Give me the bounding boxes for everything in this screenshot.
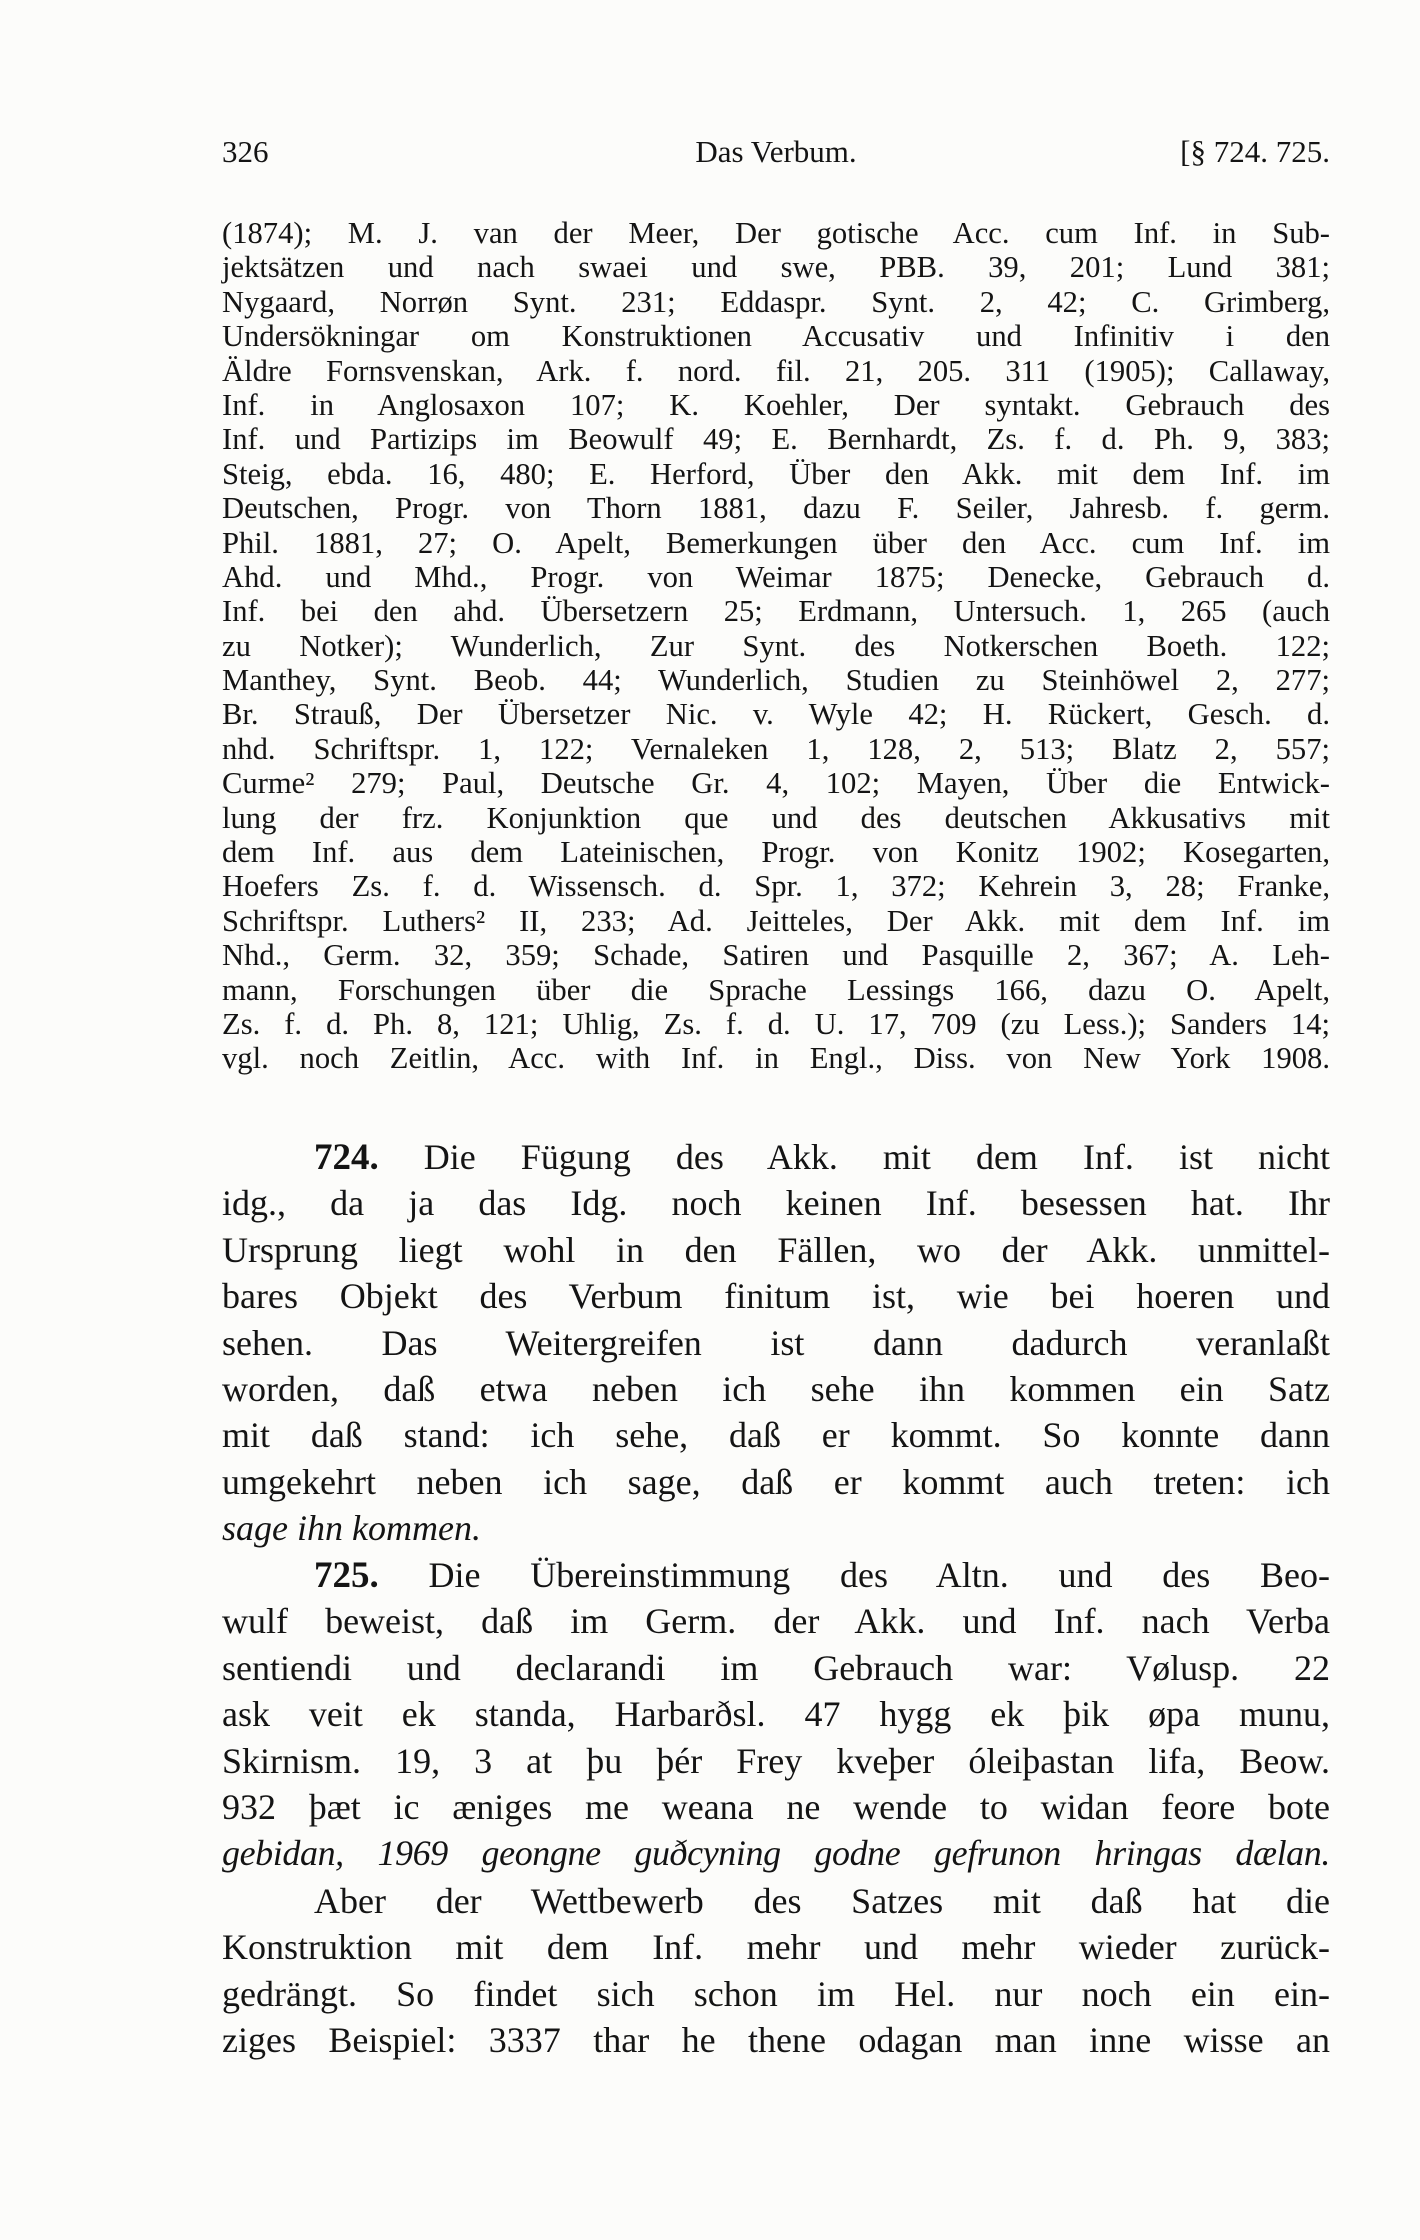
section-724-line: mit daß stand: ich sehe, daß er kommt. So konnte dann: [222, 1415, 1330, 1456]
bibliography-line: nhd. Schriftspr. 1, 122; Vernaleken 1, 128, 2, 513; Blatz 2, 557;: [222, 731, 1330, 766]
paragraph-after-725: [222, 1878, 1330, 2064]
bibliography-line: Curme² 279; Paul, Deutsche Gr. 4, 102; Mayen, Über die Entwick-: [222, 766, 1330, 801]
bibliography-line: vgl. noch Zeitlin, Acc. with Inf. in Engl., Diss. von New York 1908.: [222, 1041, 1330, 1076]
section-range: [§ 724. 725.: [1180, 134, 1330, 169]
section-725-line: sentiendi und declarandi im Gebrauch war: Vølusp. 22: [222, 1647, 1330, 1688]
bibliography-line: Äldre Fornsvenskan, Ark. f. nord. fil. 21, 205. 311 (1905); Callaway,: [222, 353, 1330, 388]
paragraph-line: Aber der Wettbewerb des Satzes mit daß hat die: [314, 1881, 1330, 1921]
bibliography-line: jektsätzen und nach swaei und swe, PBB. 39, 201; Lund 381;: [222, 250, 1330, 285]
paragraph-line: gedrängt. So findet sich schon im Hel. nur noch ein ein-: [222, 1973, 1330, 2014]
paragraph-line: Konstruktion mit dem Inf. mehr und mehr wieder zurück-: [222, 1927, 1330, 1968]
section-724-line: sehen. Das Weitergreifen ist dann dadurch veranlaßt: [222, 1322, 1330, 1363]
bibliography-line: mann, Forschungen über die Sprache Lessings 166, dazu O. Apelt,: [222, 972, 1330, 1007]
page-number: 326: [222, 134, 269, 169]
section-725-first-line: [222, 1552, 1330, 1598]
section-724-first-line: [222, 1134, 1330, 1180]
bibliography-line: Nygaard, Norrøn Synt. 231; Eddaspr. Synt. 2, 42; C. Grimberg,: [222, 284, 1330, 319]
section-724-line: umgekehrt neben ich sage, daß er kommt auch treten: ich: [222, 1461, 1330, 1502]
section-724: [222, 1134, 1330, 1552]
bibliography-line: Undersökningar om Konstruktionen Accusativ und Infinitiv i den: [222, 319, 1330, 354]
running-title: Das Verbum.: [695, 134, 857, 169]
bibliography-line: Br. Strauß, Der Übersetzer Nic. v. Wyle 42; H. Rückert, Gesch. d.: [222, 697, 1330, 732]
bibliography-block: [222, 216, 1330, 1076]
bibliography-line: Manthey, Synt. Beob. 44; Wunderlich, Studien zu Steinhöwel 2, 277;: [222, 663, 1330, 698]
section-725-line: Skirnism. 19, 3 at þu þér Frey kveþer óleiþastan lifa, Beow.: [222, 1740, 1330, 1781]
bibliography-line: Schriftspr. Luthers² II, 233; Ad. Jeitteles, Der Akk. mit dem Inf. im: [222, 903, 1330, 938]
bibliography-line: lung der frz. Konjunktion que und des deutschen Akkusativs mit: [222, 800, 1330, 835]
section-724-line: Die Fügung des Akk. mit dem Inf. ist nicht: [378, 1137, 1330, 1177]
bibliography-line: Inf. in Anglosaxon 107; K. Koehler, Der syntakt. Gebrauch des: [222, 387, 1330, 422]
section-724-line: sage ihn kommen.: [222, 1508, 481, 1549]
bibliography-line: Phil. 1881, 27; O. Apelt, Bemerkungen über den Acc. cum Inf. im: [222, 525, 1330, 560]
section-number-724: 724.: [314, 1137, 379, 1178]
bibliography-line: (1874); M. J. van der Meer, Der gotische Acc. cum Inf. in Sub-: [222, 216, 1330, 250]
bibliography-line: Hoefers Zs. f. d. Wissensch. d. Spr. 1, 372; Kehrein 3, 28; Franke,: [222, 869, 1330, 904]
section-724-line: bares Objekt des Verbum finitum ist, wie bei hoeren und: [222, 1276, 1330, 1317]
bibliography-line: dem Inf. aus dem Lateinischen, Progr. von Konitz 1902; Kosegarten,: [222, 835, 1330, 870]
section-724-line: Ursprung liegt wohl in den Fällen, wo der Akk. unmittel-: [222, 1229, 1330, 1270]
section-724-line: worden, daß etwa neben ich sehe ihn kommen ein Satz: [222, 1368, 1330, 1409]
section-725-line: Die Übereinstimmung des Altn. und des Beo-: [378, 1555, 1330, 1595]
bibliography-line: Inf. bei den ahd. Übersetzern 25; Erdmann, Untersuch. 1, 265 (auch: [222, 594, 1330, 629]
section-724-line: idg., da ja das Idg. noch keinen Inf. besessen hat. Ihr: [222, 1183, 1330, 1224]
bibliography-line: Ahd. und Mhd., Progr. von Weimar 1875; Denecke, Gebrauch d.: [222, 559, 1330, 594]
bibliography-line: Steig, ebda. 16, 480; E. Herford, Über den Akk. mit dem Inf. im: [222, 456, 1330, 491]
bibliography-line: Nhd., Germ. 32, 359; Schade, Satiren und Pasquille 2, 367; A. Leh-: [222, 938, 1330, 973]
section-725-line: 932 þæt ic æniges me weana ne wende to widan feore bote: [222, 1786, 1330, 1827]
running-header: [222, 134, 1330, 178]
section-725-line: ask veit ek standa, Harbarðsl. 47 hygg ek þik øpa munu,: [222, 1694, 1330, 1735]
bibliography-line: Deutschen, Progr. von Thorn 1881, dazu F. Seiler, Jahresb. f. germ.: [222, 491, 1330, 526]
bibliography-line: Zs. f. d. Ph. 8, 121; Uhlig, Zs. f. d. U. 17, 709 (zu Less.); Sanders 14;: [222, 1006, 1330, 1041]
section-725: [222, 1552, 1330, 1877]
bibliography-line: Inf. und Partizips im Beowulf 49; E. Bernhardt, Zs. f. d. Ph. 9, 383;: [222, 422, 1330, 457]
section-number-725: 725.: [314, 1555, 379, 1596]
section-725-line: gebidan, 1969 geongne guðcyning godne gefrunon hringas dælan.: [222, 1833, 1330, 1874]
section-725-line: wulf beweist, daß im Germ. der Akk. und Inf. nach Verba: [222, 1601, 1330, 1642]
paragraph-line: ziges Beispiel: 3337 thar he thene odagan man inne wisse an: [222, 2020, 1330, 2061]
bibliography-line: zu Notker); Wunderlich, Zur Synt. des Notkerschen Boeth. 122;: [222, 628, 1330, 663]
